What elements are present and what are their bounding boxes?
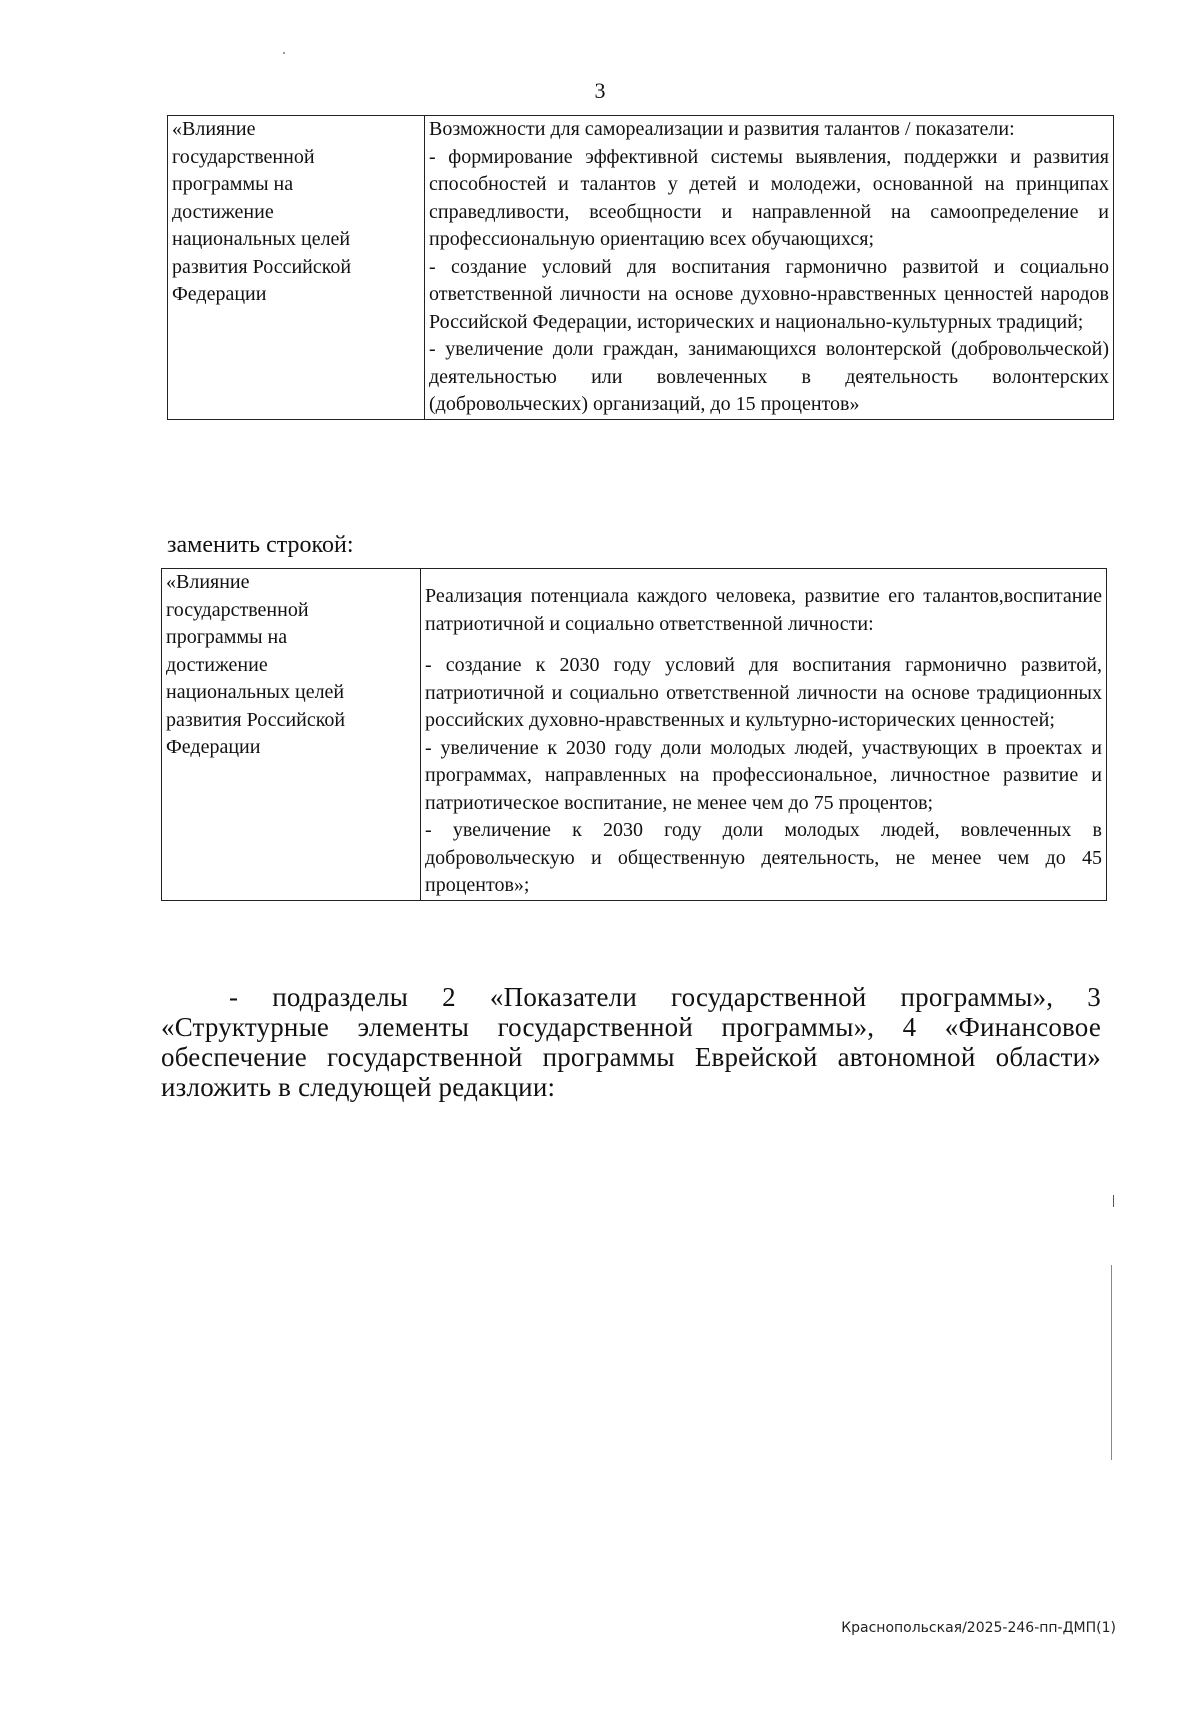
page-number: 3 — [594, 78, 606, 103]
new-row-table — [161, 568, 1107, 901]
new-row-title: «Влияние государственной программы на достижение национальных целей развития Российской Федерации — [166, 571, 346, 758]
old-row-left-cell — [168, 116, 425, 420]
old-row-right-cell — [425, 116, 1114, 420]
body-paragraph: - подразделы 2 «Показатели государственной программы», 3 «Структурные элементы государственной программы», 4 «Финансовое обеспечение государственной программы Еврейской автономной области» изложить в следующей редакции: — [161, 982, 1101, 1102]
new-row-right-cell — [421, 569, 1107, 901]
scan-artifact — [283, 52, 285, 54]
old-row-intro: Возможности для самореализации и развития талантов / показатели: — [429, 118, 1015, 140]
replace-label: заменить строкой: — [167, 532, 354, 558]
scan-artifact — [1111, 1265, 1112, 1460]
old-row-item: - формирование эффективной системы выявления, поддержки и развития способностей и талантов у детей и молодежи, основанной на принципах справедливости, всеобщности и направленной на самоопределение и профессиональную ориентацию всех обучающихся; — [429, 145, 1109, 250]
new-row-intro: Реализация потенциала каждого человека, развитие его талантов,воспитание патриотичной и социально ответственной личности: — [425, 585, 1102, 635]
old-row-item: - увеличение доли граждан, занимающихся волонтерской (добровольческой) деятельностью или вовлеченных в деятельность волонтерских (добровольческих) организаций, до 15 процентов» — [429, 338, 1109, 415]
new-row-left-cell — [162, 569, 421, 901]
scan-artifact — [1113, 1195, 1114, 1207]
table-row — [168, 116, 1114, 420]
new-row-item: - увеличение к 2030 году доли молодых людей, участвующих в проектах и программах, направленных на профессиональное, личностное развитие и патриотическое воспитание, не менее чем до 75 процентов; — [425, 736, 1102, 814]
old-row-item: - создание условий для воспитания гармонично развитой и социально ответственной личности на основе духовно-нравственных ценностей народов Российской Федерации, исторических и национально-культурных традиций; — [429, 255, 1109, 333]
document-footer-code: Краснопольская/2025-246-пп-ДМП(1) — [841, 1620, 1116, 1636]
table-row — [162, 569, 1107, 901]
new-row-item: - увеличение к 2030 году доли молодых людей, вовлеченных в добровольческую и общественную деятельность, не менее чем до 45 процентов»; — [425, 819, 1102, 896]
old-row-title: «Влияние государственной программы на достижение национальных целей развития Российской Федерации — [172, 118, 352, 305]
new-row-item: - создание к 2030 году условий для воспитания гармонично развитой, патриотичной и социально ответственной личности на основе традиционных российских духовно-нравственных и культурно-исторических ценностей; — [425, 654, 1102, 731]
old-row-table — [167, 115, 1114, 420]
